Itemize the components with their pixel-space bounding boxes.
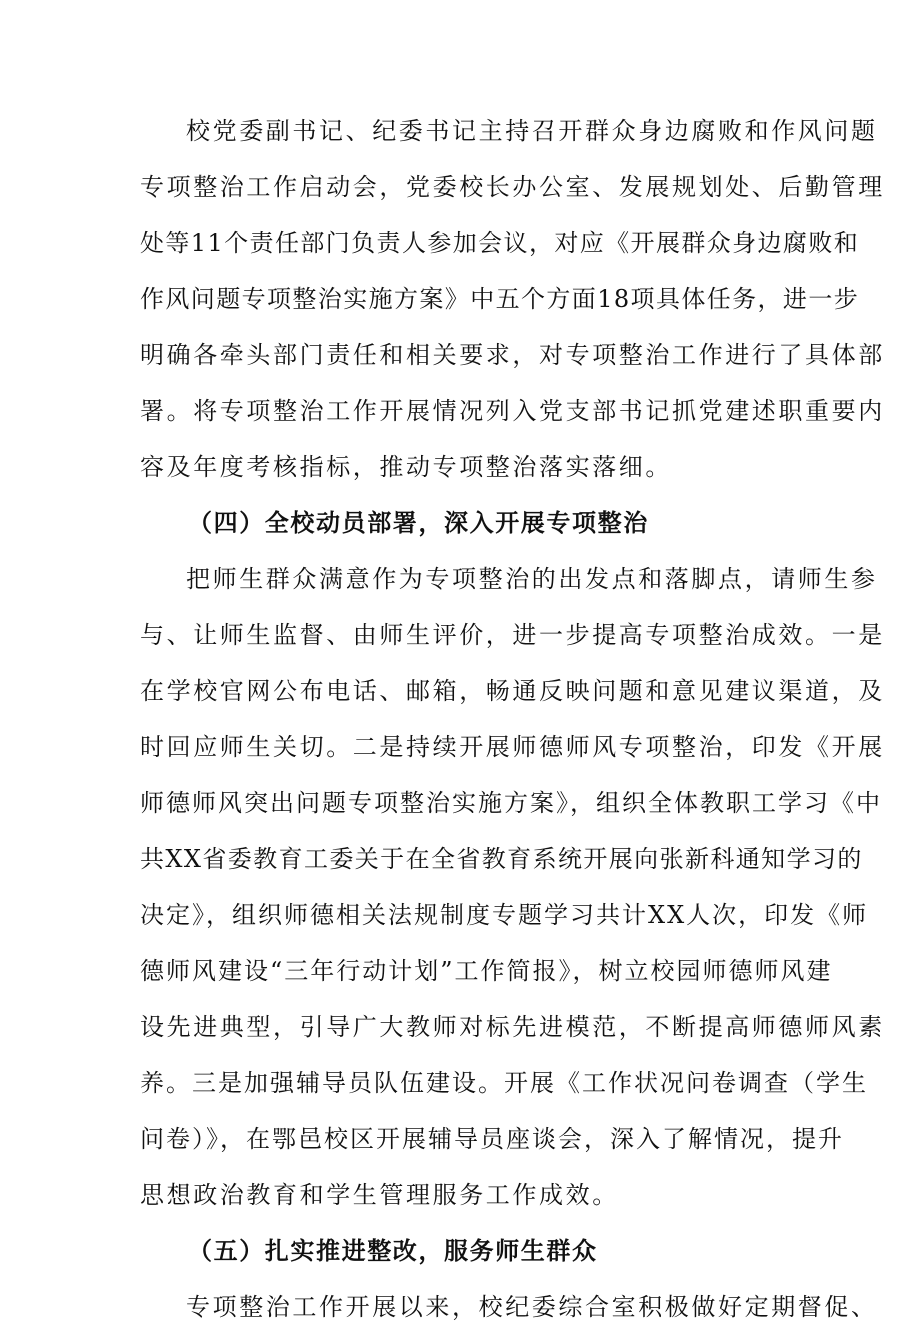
paragraph-line: 设先进典型，引导广大教师对标先进模范，不断提高师德师风素 — [140, 1013, 885, 1041]
paragraph-line: 专项整治工作开展以来，校纪委综合室积极做好定期督促、 — [186, 1293, 878, 1321]
paragraph-line: 养。三是加强辅导员队伍建设。开展《工作状况问卷调查（学生 — [140, 1069, 868, 1097]
paragraph-line: 处等11个责任部门负责人参加会议，对应《开展群众身边腐败和 — [140, 229, 860, 257]
paragraph-line: 时回应师生关切。二是持续开展师德师风专项整治，印发《开展 — [140, 733, 885, 761]
document-page — [140, 103, 885, 1335]
paragraph-line: 容及年度考核指标，推动专项整治落实落细。 — [140, 453, 672, 481]
paragraph-line: 师德师风突出问题专项整治实施方案》，组织全体教职工学习《中 — [140, 789, 882, 817]
paragraph-line: 问卷）》，在鄂邑校区开展辅导员座谈会，深入了解情况，提升 — [140, 1125, 844, 1153]
section-heading: （四）全校动员部署，深入开展专项整治 — [188, 508, 649, 537]
paragraph-line: 把师生群众满意作为专项整治的出发点和落脚点，请师生参 — [186, 565, 878, 593]
paragraph-line: 与、让师生监督、由师生评价，进一步提高专项整治成效。一是 — [140, 621, 885, 649]
section-heading: （五）扎实推进整改，服务师生群众 — [188, 1236, 598, 1265]
paragraph-line: 思想政治教育和学生管理服务工作成效。 — [140, 1181, 619, 1209]
paragraph-line: 在学校官网公布电话、邮箱，畅通反映问题和意见建议渠道，及 — [140, 677, 885, 705]
paragraph-line: 校党委副书记、纪委书记主持召开群众身边腐败和作风问题 — [186, 117, 878, 145]
paragraph-line: 作风问题专项整治实施方案》中五个方面18项具体任务，进一步 — [140, 285, 860, 313]
paragraph-line: 德师风建设“三年行动计划”工作简报》，树立校园师德师风建 — [140, 957, 833, 985]
paragraph-line: 专项整治工作启动会，党委校长办公室、发展规划处、后勤管理 — [140, 173, 885, 201]
paragraph-line: 署。将专项整治工作开展情况列入党支部书记抓党建述职重要内 — [140, 397, 885, 425]
paragraph-line: 明确各牵头部门责任和相关要求，对专项整治工作进行了具体部 — [140, 341, 885, 369]
paragraph-line: 共XX省委教育工委关于在全省教育系统开展向张新科通知学习的 — [140, 845, 863, 873]
paragraph-line: 决定》，组织师德相关法规制度专题学习共计XX人次，印发《师 — [140, 901, 869, 929]
